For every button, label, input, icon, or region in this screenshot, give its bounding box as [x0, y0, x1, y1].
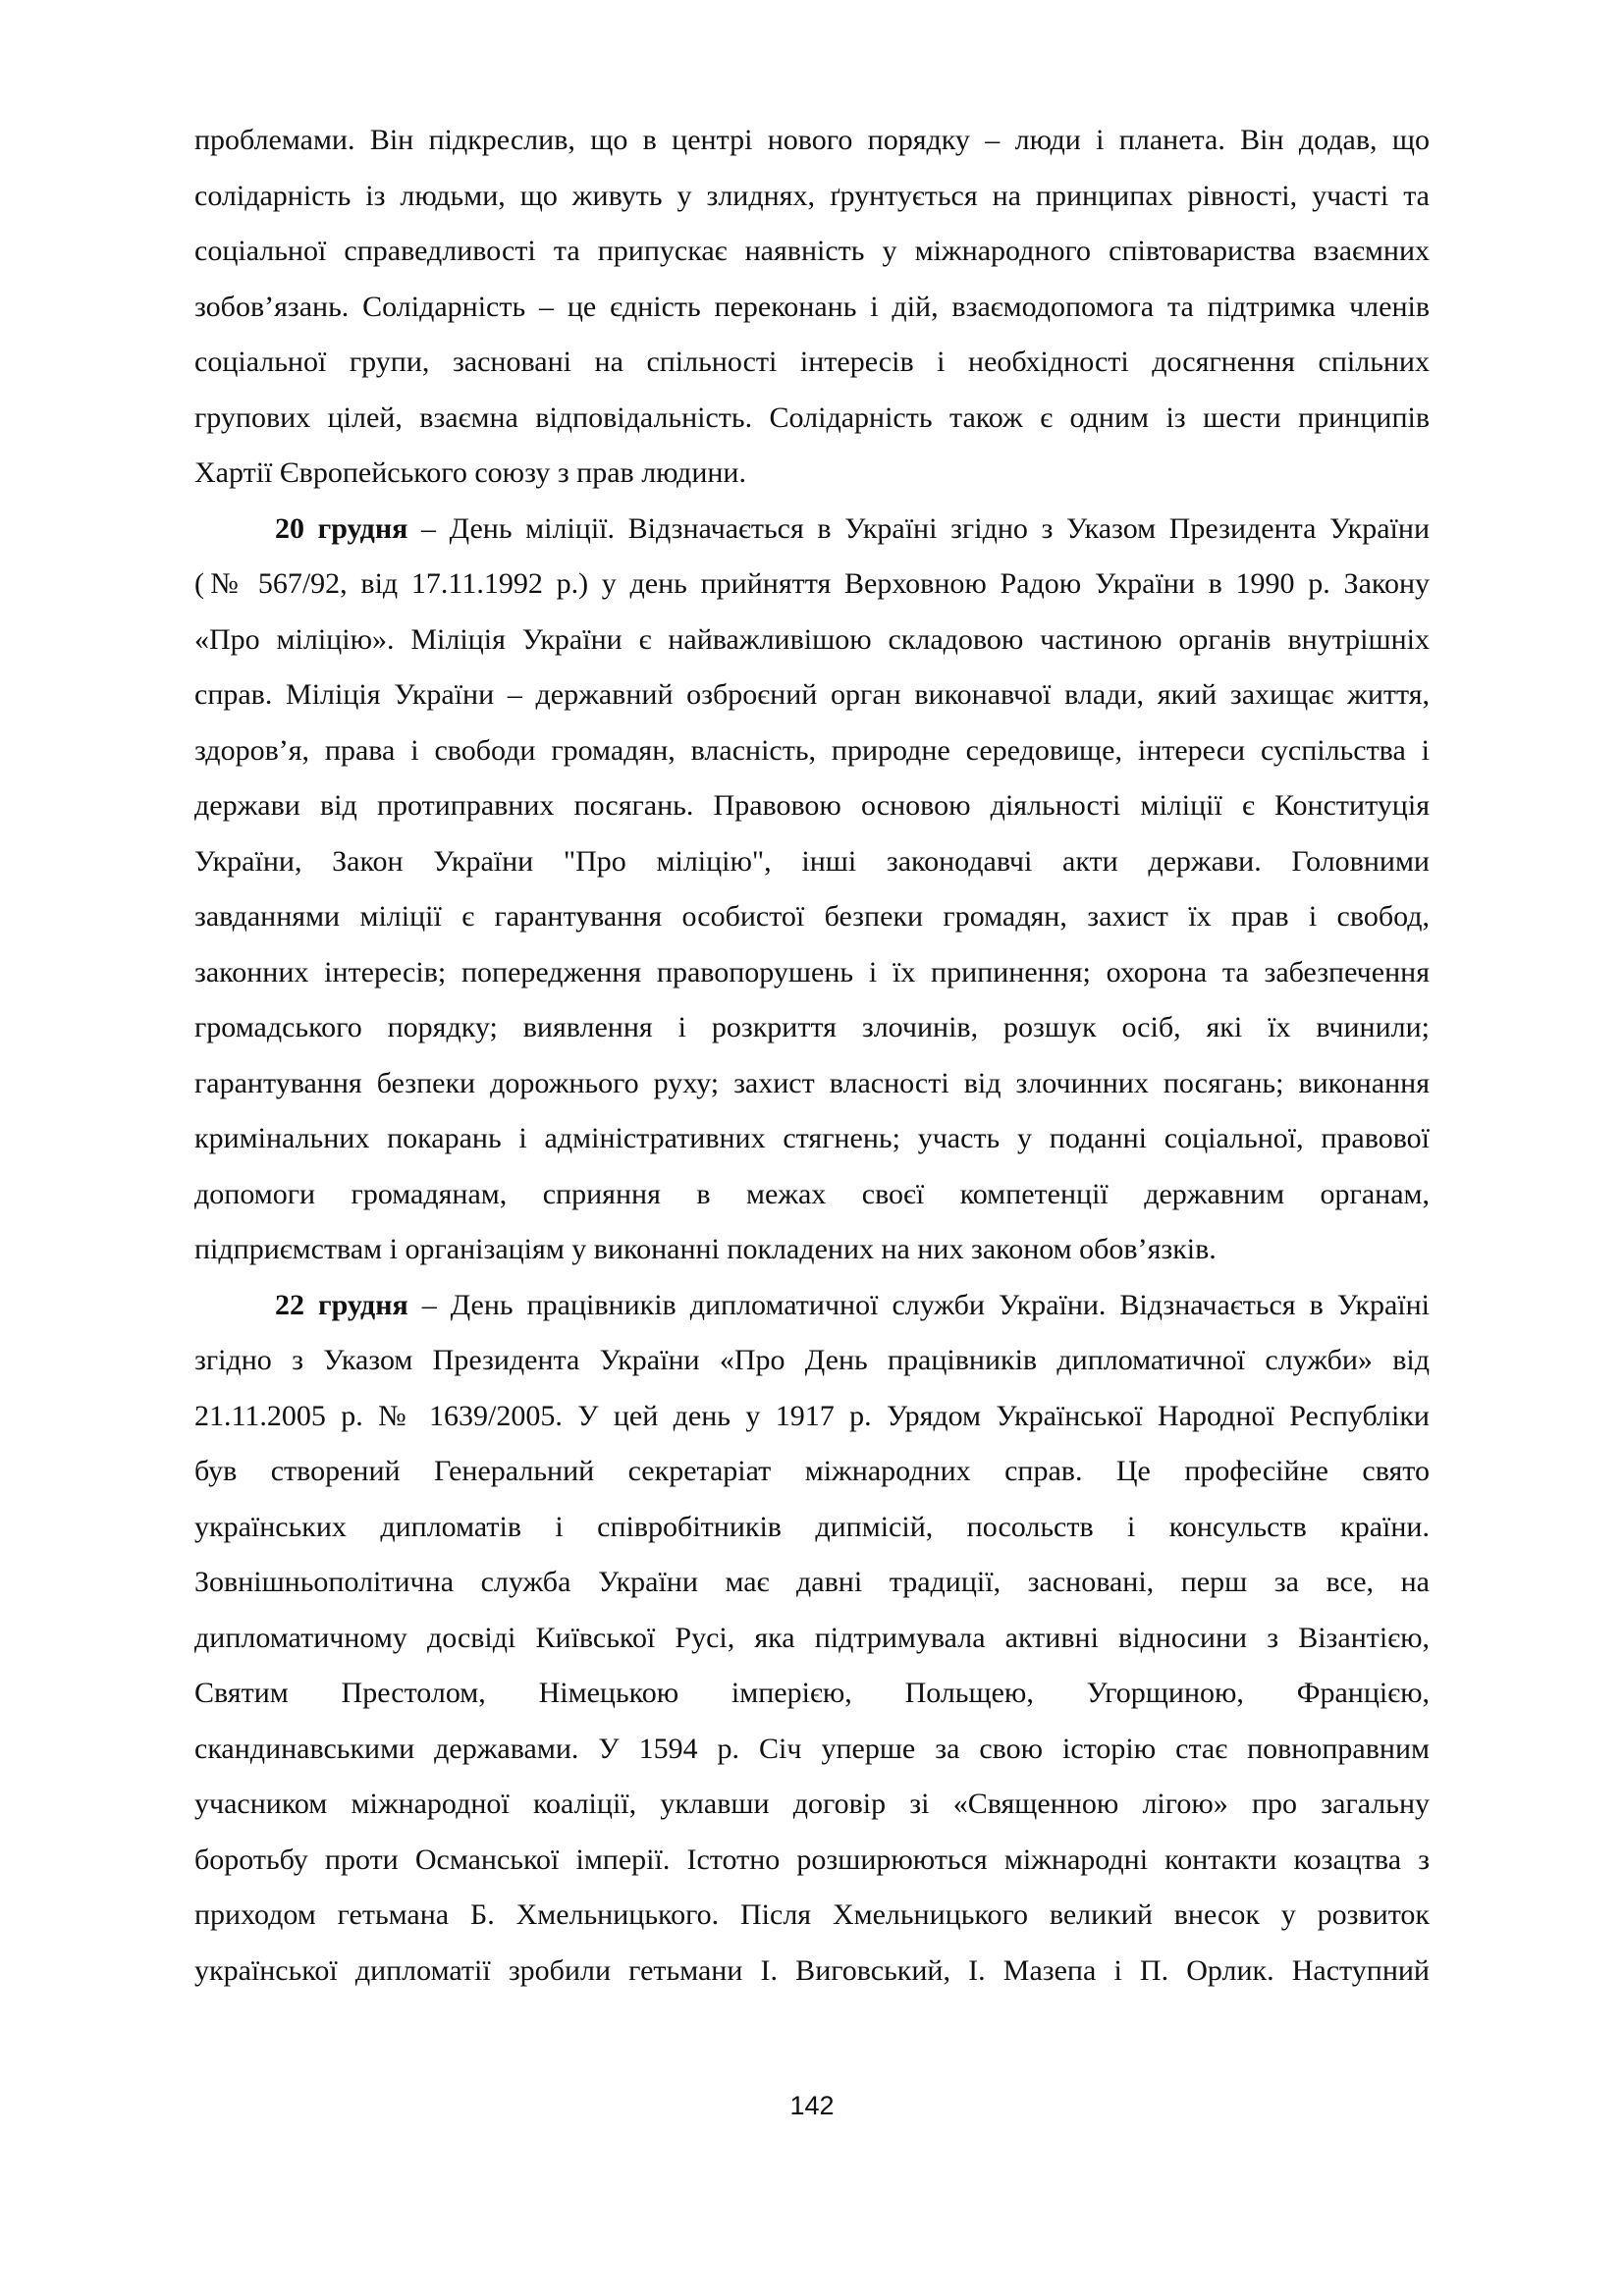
- text-line: держави від протиправних посягань. Правовою основою діяльності міліції є Конституція: [194, 789, 1430, 822]
- text-line: допомоги громадянам, сприяння в межах своєї компетенції державним органам,: [194, 1177, 1430, 1210]
- text-line: боротьбу проти Османської імперії. Істотно розширюються міжнародні контакти козацтва з: [194, 1842, 1430, 1876]
- text-line: громадського порядку; виявлення і розкриття злочинів, розшук осіб, які їх вчинили;: [194, 1011, 1430, 1043]
- text-line: здоров’я, права і свободи громадян, власність, природне середовище, інтереси суспільства і: [194, 733, 1430, 767]
- text-line: учасником міжнародної коаліції, уклавши договір зі «Священною лігою» про загальну: [194, 1788, 1430, 1820]
- text-line: соціальної справедливості та припускає наявність у міжнародного співтовариства взаємних: [194, 235, 1430, 267]
- paragraph-solidarity: [194, 113, 1430, 502]
- text-line: завданнями міліції є гарантування особистої безпеки громадян, захист їх прав і свобод,: [194, 900, 1430, 933]
- text-line: згідно з Указом Президента України «Про День працівників дипломатичної служби» від: [194, 1344, 1430, 1376]
- text-line: «Про міліцію». Міліція України є найважливішою складовою частиною органів внутрішніх: [194, 622, 1430, 656]
- text-line: кримінальних покарань і адміністративних стягнень; участь у поданні соціальної, правової: [194, 1122, 1430, 1154]
- text-line: української дипломатії зробили гетьмани І. Виговський, І. Мазепа і П. Орлик. Наступний: [194, 1953, 1430, 1987]
- paragraph-first-line: [194, 1278, 1430, 1334]
- text-line: приходом гетьмана Б. Хмельницького. Після Хмельницького великий внесок у розвиток: [194, 1898, 1430, 1931]
- page-body: [194, 113, 1430, 1999]
- text-line: проблемами. Він підкреслив, що в центрі нового порядку – люди і планета. Він додав, що: [194, 124, 1430, 156]
- text-line: соціальної групи, засновані на спільності інтересів і необхідності досягнення спільних: [194, 346, 1430, 378]
- page-number: 142: [789, 2091, 835, 2120]
- paragraph-militia-day: [194, 502, 1430, 1278]
- text-line: підприємствам і організаціям у виконанні покладених на них законом обов’язків.: [194, 1233, 1217, 1265]
- text-line: дипломатичному досвіді Київської Русі, яка підтримувала активні відносини з Візантією,: [194, 1621, 1430, 1654]
- paragraph-diplomatic-service-day: [194, 1278, 1430, 2000]
- first-line-text: – День міліції. Відзначається в Україні згідно з Указом Президента України: [407, 511, 1431, 545]
- text-line: українських дипломатів і співробітників дипмісій, посольств і консульств країни.: [194, 1510, 1430, 1543]
- text-line: гарантування безпеки дорожнього руху; захист власності від злочинних посягань; виконання: [194, 1066, 1430, 1099]
- text-line: Святим Престолом, Німецькою імперією, Польщею, Угорщиною, Францією,: [194, 1677, 1430, 1709]
- paragraph-first-line: [194, 502, 1430, 558]
- text-line: Зовнішньополітична служба України має давні традиції, засновані, перш за все, на: [194, 1566, 1430, 1598]
- text-line: України, Закон України "Про міліцію", інші законодавчі акти держави. Головними: [194, 844, 1430, 878]
- first-line-text: – День працівників дипломатичної служби України. Відзначається в Україні: [407, 1288, 1430, 1321]
- text-line: Хартії Європейського союзу з прав людини.: [194, 456, 746, 489]
- date-heading: 20 грудня: [275, 511, 408, 545]
- text-line: групових цілей, взаємна відповідальність. Солідарність також є одним із шести принципів: [194, 400, 1430, 434]
- text-line: був створений Генеральний секретаріат міжнародних справ. Це професійне свято: [194, 1455, 1430, 1487]
- text-line: (№ 567/92, від 17.11.1992 р.) у день прийняття Верховною Радою України в 1990 р. Закону: [194, 567, 1430, 600]
- text-line: солідарність із людьми, що живуть у злиднях, ґрунтується на принципах рівності, участі та: [194, 179, 1430, 212]
- text-line: законних інтересів; попередження правопорушень і їх припинення; охорона та забезпечення: [194, 955, 1430, 988]
- text-line: справ. Міліція України – державний озброєний орган виконавчої влади, який захищає життя,: [194, 678, 1430, 711]
- text-line: скандинавськими державами. У 1594 р. Січ уперше за свою історію стає повноправним: [194, 1732, 1430, 1765]
- date-heading: 22 грудня: [275, 1288, 408, 1321]
- text-line: 21.11.2005 р. № 1639/2005. У цей день у 1917 р. Урядом Української Народної Республіки: [194, 1399, 1430, 1432]
- text-line: зобов’язань. Солідарність – це єдність переконань і дій, взаємодопомога та підтримка членів: [194, 290, 1430, 323]
